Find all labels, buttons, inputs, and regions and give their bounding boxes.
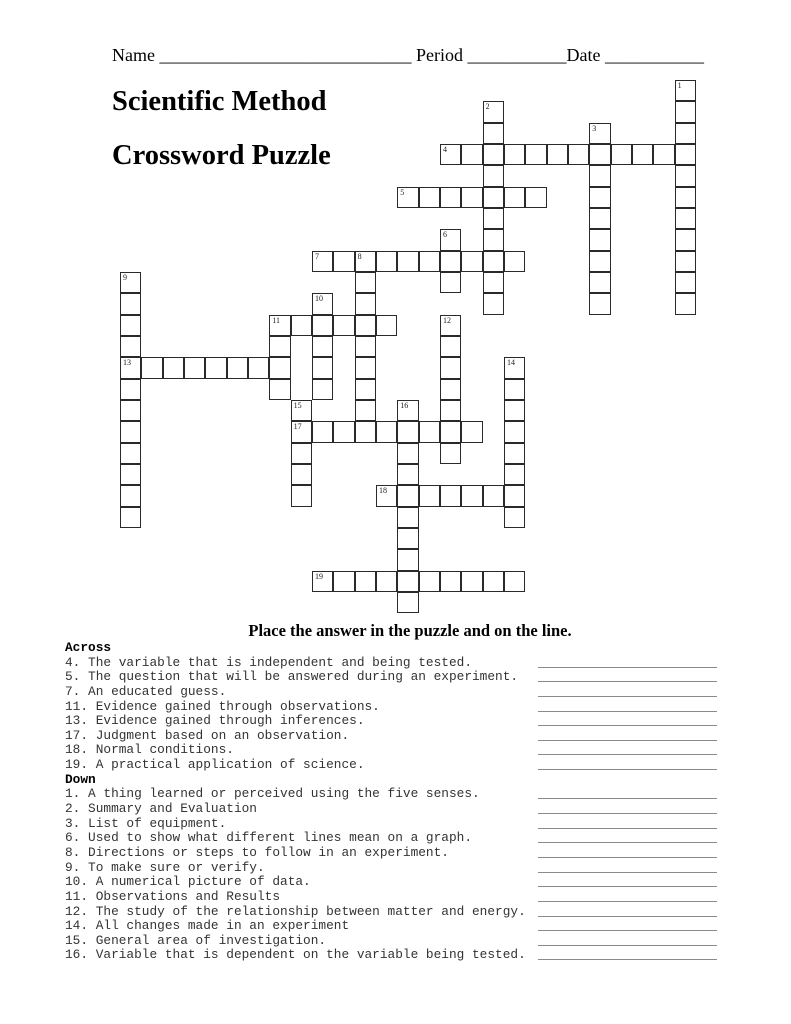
crossword-cell[interactable]	[483, 251, 504, 272]
crossword-cell[interactable]	[483, 293, 504, 314]
clue-text: 4. The variable that is independent and being tested.	[65, 654, 473, 670]
crossword-cell[interactable]	[440, 421, 461, 442]
clue-number: 16	[400, 400, 409, 410]
page-title-line2: Crossword Puzzle	[112, 140, 331, 171]
crossword-cell[interactable]	[419, 421, 440, 442]
across-heading: Across	[65, 640, 112, 655]
crossword-cell[interactable]	[355, 400, 376, 421]
crossword-cell[interactable]	[611, 144, 632, 165]
crossword-cell[interactable]	[547, 144, 568, 165]
crossword-cell[interactable]	[312, 379, 333, 400]
crossword-cell[interactable]	[355, 336, 376, 357]
crossword-cell[interactable]	[589, 251, 610, 272]
crossword-cell[interactable]	[440, 272, 461, 293]
down-clue	[65, 875, 526, 890]
crossword-cell[interactable]	[483, 571, 504, 592]
crossword-cell[interactable]	[333, 315, 354, 336]
crossword-cell[interactable]	[440, 357, 461, 378]
crossword-cell[interactable]	[397, 571, 418, 592]
clue-text: 11. Observations and Results	[65, 888, 281, 904]
crossword-cell[interactable]	[312, 357, 333, 378]
crossword-cell[interactable]	[675, 272, 696, 293]
crossword-cell[interactable]	[504, 571, 525, 592]
answer-line[interactable]	[538, 711, 717, 712]
crossword-cell[interactable]	[355, 272, 376, 293]
student-info-header: Name ____________________________ Period ___________Date ___________	[112, 45, 704, 65]
crossword-cell[interactable]	[163, 357, 184, 378]
crossword-cell[interactable]	[675, 208, 696, 229]
crossword-cell[interactable]	[355, 357, 376, 378]
crossword-cell[interactable]	[440, 315, 461, 336]
clue-list	[65, 641, 526, 963]
clue-number: 18	[378, 486, 387, 496]
crossword-cell[interactable]	[504, 187, 525, 208]
crossword-cell[interactable]	[419, 485, 440, 506]
crossword-cell[interactable]	[397, 400, 418, 421]
crossword-cell[interactable]	[397, 187, 418, 208]
crossword-cell[interactable]	[419, 251, 440, 272]
down-clue	[65, 919, 526, 934]
crossword-cell[interactable]	[355, 379, 376, 400]
crossword-cell[interactable]	[504, 421, 525, 442]
crossword-cell[interactable]	[675, 101, 696, 122]
crossword-cell[interactable]	[483, 187, 504, 208]
crossword-cell[interactable]	[120, 357, 141, 378]
crossword-cell[interactable]	[291, 443, 312, 464]
answer-line[interactable]	[538, 769, 717, 770]
crossword-cell[interactable]	[312, 315, 333, 336]
clue-text: 11. Evidence gained through observations.	[65, 698, 380, 714]
across-clue	[65, 758, 526, 773]
across-clue	[65, 685, 526, 700]
down-heading: Down	[65, 771, 96, 787]
crossword-cell[interactable]	[376, 315, 397, 336]
crossword-cell[interactable]	[440, 571, 461, 592]
crossword-cell[interactable]	[312, 571, 333, 592]
crossword-cell[interactable]	[120, 400, 141, 421]
crossword-cell[interactable]	[419, 187, 440, 208]
crossword-cell[interactable]	[568, 144, 589, 165]
crossword-cell[interactable]	[440, 251, 461, 272]
clue-number: 1	[677, 81, 682, 90]
down-clue	[65, 861, 526, 876]
clue-number: 7	[314, 251, 319, 261]
clue-number: 8	[357, 251, 362, 261]
crossword-cell[interactable]	[397, 421, 418, 442]
clue-text: 10. A numerical picture of data.	[65, 874, 311, 890]
down-clues	[65, 787, 526, 963]
answer-line[interactable]	[538, 916, 717, 917]
crossword-cell[interactable]	[504, 400, 525, 421]
answer-line[interactable]	[538, 740, 717, 741]
crossword-cell[interactable]	[376, 571, 397, 592]
clue-number: 13	[123, 358, 131, 368]
crossword-cell[interactable]	[120, 421, 141, 442]
crossword-cell[interactable]	[397, 251, 418, 272]
crossword-cell[interactable]	[504, 379, 525, 400]
crossword-cell[interactable]	[504, 507, 525, 528]
crossword-cell[interactable]	[291, 315, 312, 336]
down-clue	[65, 817, 526, 832]
crossword-cell[interactable]	[504, 443, 525, 464]
clue-number: 17	[293, 422, 302, 432]
answer-line[interactable]	[538, 725, 717, 726]
crossword-cell[interactable]	[397, 549, 418, 570]
crossword-cell[interactable]	[269, 379, 290, 400]
down-clue	[65, 846, 526, 861]
crossword-cell[interactable]	[312, 251, 333, 272]
crossword-cell[interactable]	[440, 229, 461, 250]
page-title-line1: Scientific Method	[112, 86, 327, 117]
crossword-cell[interactable]	[120, 443, 141, 464]
crossword-cell[interactable]	[355, 293, 376, 314]
clue-text: 17. Judgment based on an observation.	[65, 727, 350, 743]
crossword-cell[interactable]	[291, 421, 312, 442]
crossword-cell[interactable]	[440, 443, 461, 464]
crossword-cell[interactable]	[397, 485, 418, 506]
crossword-cell[interactable]	[483, 485, 504, 506]
clue-text: 12. The study of the relationship between matter and energy.	[65, 903, 526, 919]
crossword-cell[interactable]	[120, 379, 141, 400]
crossword-cell[interactable]	[120, 464, 141, 485]
crossword-cell[interactable]	[525, 187, 546, 208]
crossword-cell[interactable]	[504, 464, 525, 485]
crossword-cell[interactable]	[589, 144, 610, 165]
crossword-cell[interactable]	[120, 485, 141, 506]
crossword-cell[interactable]	[675, 144, 696, 165]
across-clue	[65, 700, 526, 715]
crossword-cell[interactable]	[461, 251, 482, 272]
crossword-cell[interactable]	[312, 293, 333, 314]
crossword-cell[interactable]	[397, 443, 418, 464]
clue-number: 14	[506, 358, 515, 368]
crossword-cell[interactable]	[483, 123, 504, 144]
crossword-cell[interactable]	[120, 293, 141, 314]
across-clue	[65, 670, 526, 685]
answer-line[interactable]	[538, 842, 717, 843]
down-clue	[65, 890, 526, 905]
crossword-cell[interactable]	[675, 80, 696, 101]
crossword-cell[interactable]	[355, 315, 376, 336]
crossword-cell[interactable]	[120, 272, 141, 293]
clue-text: 16. Variable that is dependent on the variable being tested.	[65, 947, 526, 963]
crossword-cell[interactable]	[248, 357, 269, 378]
crossword-cell[interactable]	[483, 144, 504, 165]
crossword-cell[interactable]	[440, 187, 461, 208]
crossword-cell[interactable]	[355, 421, 376, 442]
clue-number: 2	[485, 102, 490, 112]
clue-text: 2. Summary and Evaluation	[65, 801, 257, 817]
down-clue	[65, 905, 526, 920]
crossword-cell[interactable]	[461, 571, 482, 592]
crossword-cell[interactable]	[376, 251, 397, 272]
answer-line[interactable]	[538, 813, 717, 814]
clue-number: 19	[314, 571, 323, 581]
crossword-cell[interactable]	[269, 357, 290, 378]
answer-line[interactable]	[538, 872, 717, 873]
clue-text: 15. General area of investigation.	[65, 932, 327, 948]
crossword-cell[interactable]	[333, 251, 354, 272]
crossword-cell[interactable]	[483, 272, 504, 293]
clue-number: 10	[314, 294, 323, 304]
crossword-cell[interactable]	[483, 101, 504, 122]
clue-text: 6. Used to show what different lines mean on a graph.	[65, 830, 473, 846]
crossword-cell[interactable]	[525, 144, 546, 165]
crossword-cell[interactable]	[461, 485, 482, 506]
crossword-cell[interactable]	[440, 485, 461, 506]
clue-number: 15	[293, 400, 302, 410]
across-clue	[65, 743, 526, 758]
crossword-cell[interactable]	[397, 507, 418, 528]
clue-text: 8. Directions or steps to follow in an experiment.	[65, 844, 449, 860]
crossword-cell[interactable]	[419, 571, 440, 592]
across-clues	[65, 656, 526, 773]
clue-text: 1. A thing learned or perceived using the five senses.	[65, 786, 480, 802]
clue-text: 7. An educated guess.	[65, 683, 227, 699]
answer-line[interactable]	[538, 945, 717, 946]
crossword-cell[interactable]	[397, 592, 418, 613]
crossword-cell[interactable]	[291, 464, 312, 485]
crossword-cell[interactable]	[141, 357, 162, 378]
instructions: Place the answer in the puzzle and on the line.	[248, 621, 572, 640]
crossword-cell[interactable]	[440, 400, 461, 421]
crossword-cell[interactable]	[397, 464, 418, 485]
clue-number: 3	[592, 123, 597, 133]
crossword-cell[interactable]	[675, 165, 696, 186]
crossword-cell[interactable]	[355, 251, 376, 272]
answer-line[interactable]	[538, 959, 717, 960]
crossword-cell[interactable]	[653, 144, 674, 165]
crossword-cell[interactable]	[291, 485, 312, 506]
crossword-cell[interactable]	[120, 315, 141, 336]
across-clue	[65, 714, 526, 729]
crossword-cell[interactable]	[483, 229, 504, 250]
across-clue	[65, 656, 526, 671]
crossword-cell[interactable]	[376, 421, 397, 442]
clue-text: 5. The question that will be answered during an experiment.	[65, 669, 519, 685]
crossword-cell[interactable]	[312, 336, 333, 357]
down-clue	[65, 787, 526, 802]
crossword-cell[interactable]	[227, 357, 248, 378]
clue-number: 6	[442, 230, 447, 240]
clue-number: 4	[442, 144, 447, 154]
crossword-cell[interactable]	[355, 571, 376, 592]
crossword-cell[interactable]	[675, 123, 696, 144]
crossword-cell[interactable]	[205, 357, 226, 378]
crossword-cell[interactable]	[483, 208, 504, 229]
crossword-cell[interactable]	[632, 144, 653, 165]
down-clue	[65, 948, 526, 963]
crossword-cell[interactable]	[269, 336, 290, 357]
crossword-cell[interactable]	[333, 571, 354, 592]
crossword-cell[interactable]	[120, 336, 141, 357]
clue-number: 11	[272, 315, 280, 325]
down-clue	[65, 802, 526, 817]
clue-text: 3. List of equipment.	[65, 815, 227, 831]
crossword-cell[interactable]	[589, 272, 610, 293]
crossword-cell[interactable]	[675, 293, 696, 314]
clue-text: 9. To make sure or verify.	[65, 859, 265, 875]
down-clue	[65, 934, 526, 949]
crossword-cell[interactable]	[504, 251, 525, 272]
crossword-cell[interactable]	[675, 251, 696, 272]
answer-line[interactable]	[538, 667, 717, 668]
crossword-cell[interactable]	[675, 229, 696, 250]
crossword-cell[interactable]	[461, 421, 482, 442]
crossword-cell[interactable]	[376, 485, 397, 506]
crossword-cell[interactable]	[333, 421, 354, 442]
answer-line[interactable]	[538, 886, 717, 887]
crossword-cell[interactable]	[312, 421, 333, 442]
crossword-cell[interactable]	[440, 336, 461, 357]
crossword-cell[interactable]	[397, 528, 418, 549]
crossword-cell[interactable]	[269, 315, 290, 336]
clue-text: 13. Evidence gained through inferences.	[65, 713, 365, 729]
across-clue	[65, 729, 526, 744]
crossword-cell[interactable]	[589, 165, 610, 186]
clue-number: 9	[123, 272, 127, 282]
answer-line[interactable]	[538, 857, 717, 858]
crossword-cell[interactable]	[589, 187, 610, 208]
crossword-cell[interactable]	[675, 187, 696, 208]
crossword-cell[interactable]	[504, 144, 525, 165]
crossword-cell[interactable]	[184, 357, 205, 378]
clue-text: 14. All changes made in an experiment	[65, 918, 350, 934]
crossword-cell[interactable]	[504, 357, 525, 378]
clue-text: 18. Normal conditions.	[65, 742, 234, 758]
answer-line[interactable]	[538, 930, 717, 931]
answer-line[interactable]	[538, 696, 717, 697]
crossword-cell[interactable]	[504, 485, 525, 506]
crossword-cell[interactable]	[440, 379, 461, 400]
clue-number: 12	[442, 315, 451, 325]
down-clue	[65, 831, 526, 846]
crossword-cell[interactable]	[120, 507, 141, 528]
answer-line[interactable]	[538, 798, 717, 799]
crossword-cell[interactable]	[589, 293, 610, 314]
crossword-cell[interactable]	[483, 165, 504, 186]
crossword-cell[interactable]	[461, 144, 482, 165]
crossword-cell[interactable]	[589, 229, 610, 250]
crossword-cell[interactable]	[589, 123, 610, 144]
crossword-cell[interactable]	[440, 144, 461, 165]
clue-text: 19. A practical application of science.	[65, 757, 365, 773]
crossword-cell[interactable]	[589, 208, 610, 229]
crossword-cell[interactable]	[291, 400, 312, 421]
answer-line[interactable]	[538, 828, 717, 829]
answer-line[interactable]	[538, 754, 717, 755]
crossword-cell[interactable]	[461, 187, 482, 208]
answer-line[interactable]	[538, 901, 717, 902]
clue-number: 5	[400, 187, 405, 197]
answer-line[interactable]	[538, 681, 717, 682]
